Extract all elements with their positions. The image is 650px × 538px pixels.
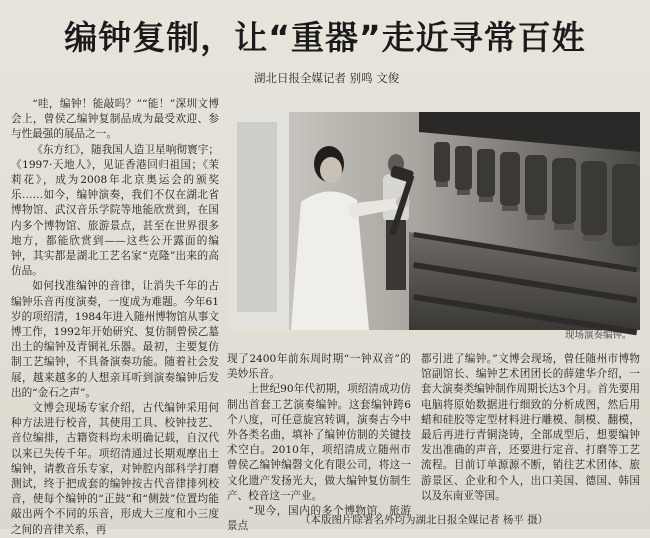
article-column-3: [421, 352, 640, 529]
photo-illustration: [229, 112, 640, 330]
paragraph: 文博会现场专家介绍，古代编钟采用何种方法进行校音，其使用工具、校钟技艺、音位编排，古籍资料均未明确记载，自汉代以来已失传千年。项绍清通过长期观摩出土编钟，请教音乐专家，对钟腔内部科学打磨测试，终于把成套的编钟按古代音律排列校音，使每个编钟的“正鼓”和“侧鼓”位置均能敲出两个不同的乐音，形成大三度和小三度之间的音律关系，再: [11, 402, 219, 536]
bianzhong-performance-photo: [229, 112, 640, 330]
paragraph: 上世纪90年代初期，项绍清成功仿制出首套工艺演奏编钟。这套编钟跨6个八度，可任意旋宫转调，演奏古今中外各类名曲，填补了编钟仿制的关键技术空白。2010年，项绍清成立随州市曾侯乙编钟编磬文化有限公司，将这一文化遗产发扬光大，做大编钟复仿制生产、校音这一产业。: [227, 383, 411, 502]
article-column-2: [227, 352, 411, 533]
paragraph: “哇，编钟！能敲吗？”“能！”深圳文博会上，曾侯乙编钟复制品成为最受欢迎、参与性最强的展品之一。: [11, 98, 219, 141]
paragraph: 都引进了编钟。”文博会现场，曾任随州市博物馆副馆长、编钟艺术团团长的薛建华介绍，一套大演奏类编钟制作周期长达3个月。首先要用电脑将原始数据进行细致的分析成图，然后用蜡和硅胶等定型材料进行雕模、制模、翻模，最后再进行青铜浇铸，全部成型后，想要编钟发出准确的声音，还要进行定音、打磨等工艺流程。目前订单源源不断，销往艺术团体、旅游景区、企业和个人，出口美国、德国、韩国以及东南亚等国。: [421, 353, 640, 502]
paragraph: 现了2400年前东周时期“一钟双音”的美妙乐音。: [227, 353, 411, 381]
byline: 湖北日报全媒记者 别鸣 文俊: [254, 71, 400, 85]
photo-credit: （本版图片除署名外均为湖北日报全媒记者 杨平 摄）: [300, 514, 549, 526]
paragraph: 如何找准编钟的音律，让消失千年的古编钟乐音再度演奏，一度成为难题。今年61岁的项绍清，1984年进入随州博物馆从事文博工作，1992年开始研究、复仿制曾侯乙墓出土的编钟及青铜礼乐器。最初，主要复仿制工艺编钟，不具备演奏功能。随着社会发展，越来越多的人想亲耳听到演奏编钟后发出的“金石之声”。: [11, 280, 219, 399]
article-column-1: [11, 97, 219, 536]
paragraph: 《东方红》，随我国人造卫星响彻寰宇；《1997·天地人》，见证香港回归祖国；《茉莉花》，成为2008年北京奥运会的颁奖乐……如今，编钟演奏，我们不仅在湖北省博物馆、武汉音乐学院等地能欣赏到，在国内多个博物馆、旅游景点，甚至在世界很多地方，都能欣赏到——这些公开露面的编钟，其实都是湖北工艺名家“克隆”出来的高仿品。: [11, 143, 219, 278]
photo-caption: 现场演奏编钟。: [565, 330, 632, 341]
headline: 编钟复制，让“重器”走近寻常百姓: [64, 18, 586, 57]
paragraph: “现今，国内的多个博物馆、旅游景点: [227, 505, 411, 533]
